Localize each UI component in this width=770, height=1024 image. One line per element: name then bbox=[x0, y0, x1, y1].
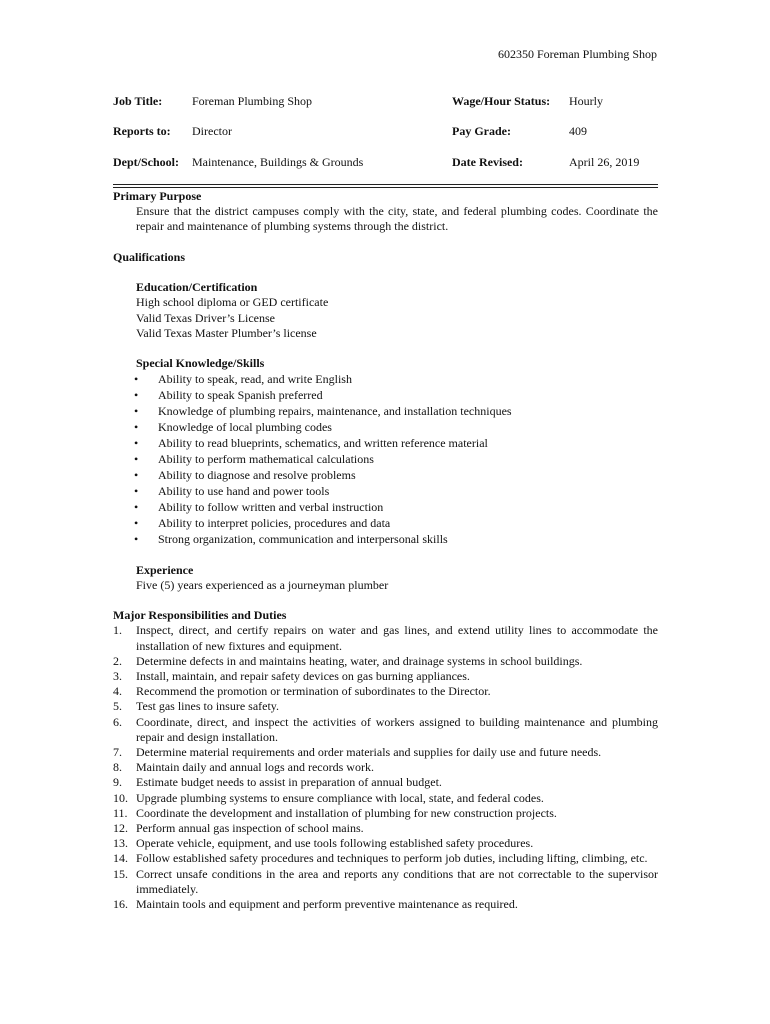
duty-item: 7. Determine material requirements and order materials and supplies for daily use and future needs. bbox=[113, 745, 602, 759]
experience-heading: Experience bbox=[136, 562, 194, 577]
skill-item: • Ability to perform mathematical calculations bbox=[134, 452, 374, 467]
skill-item: • Strong organization, communication and interpersonal skills bbox=[134, 532, 448, 547]
bullet-icon: • bbox=[134, 452, 139, 467]
date-revised-label: Date Revised: bbox=[452, 155, 523, 169]
duty-item: 10. Upgrade plumbing systems to ensure compliance with local, state, and federal codes. bbox=[113, 790, 544, 805]
skill-item: • Knowledge of plumbing repairs, maintenance, and installation techniques bbox=[134, 404, 512, 419]
duty-item: 12. Perform annual gas inspection of school mains. bbox=[113, 821, 364, 836]
skills-heading: Special Knowledge/Skills bbox=[136, 356, 265, 371]
duty-item: 6. Coordinate, direct, and inspect the activities of workers assigned to building maintenance and plumbing repair and design installation. bbox=[113, 714, 658, 744]
bullet-icon: • bbox=[134, 404, 139, 419]
duty-item: 2. Determine defects in and maintains heating, water, and drainage systems in school buildings. bbox=[113, 653, 583, 668]
duty-item: 9. Estimate budget needs to assist in preparation of annual budget. bbox=[113, 775, 442, 790]
skill-item: • Ability to speak Spanish preferred bbox=[134, 388, 323, 403]
wage-status-value: Hourly bbox=[569, 94, 603, 108]
skills-list bbox=[113, 371, 658, 547]
reports-to-label: Reports to: bbox=[113, 124, 171, 138]
duty-item: 1. Inspect, direct, and certify repairs on water and gas lines, and extend utility lines to accommodate the installation of new fixtures and equipment. bbox=[113, 623, 658, 653]
skill-item: • Ability to use hand and power tools bbox=[134, 484, 330, 499]
pay-grade-value: 409 bbox=[569, 124, 587, 138]
qualifications-heading: Qualifications bbox=[113, 249, 186, 264]
duty-item: 5. Test gas lines to insure safety. bbox=[113, 699, 280, 714]
dept-value: Maintenance, Buildings & Grounds bbox=[192, 155, 364, 169]
document-code: 602350 Foreman Plumbing Shop bbox=[497, 47, 657, 61]
duties-list bbox=[113, 623, 658, 912]
skills-section bbox=[136, 356, 658, 371]
job-title-value: Foreman Plumbing Shop bbox=[192, 94, 313, 108]
header-row-dept bbox=[113, 155, 658, 171]
education-section bbox=[136, 280, 658, 341]
experience-text: Five (5) years experienced as a journeyman plumber bbox=[136, 577, 389, 592]
bullet-icon: • bbox=[134, 388, 139, 403]
pay-grade-label: Pay Grade: bbox=[452, 124, 511, 138]
duty-item: 15. Correct unsafe conditions in the area and reports any conditions that are not correctable to the supervisor immediately. bbox=[113, 866, 658, 896]
date-revised-value: April 26, 2019 bbox=[569, 155, 640, 169]
duty-item: 13. Operate vehicle, equipment, and use tools following established safety procedures. bbox=[113, 836, 534, 851]
education-item: Valid Texas Master Plumber’s license bbox=[136, 325, 317, 340]
bullet-icon: • bbox=[134, 468, 139, 483]
skill-item: • Ability to diagnose and resolve problems bbox=[134, 468, 356, 483]
duty-item: 16. Maintain tools and equipment and perform preventive maintenance as required. bbox=[113, 897, 518, 912]
duty-item: 8. Maintain daily and annual logs and records work. bbox=[113, 760, 374, 775]
bullet-icon: • bbox=[134, 484, 139, 499]
education-heading: Education/Certification bbox=[136, 280, 258, 295]
primary-purpose-heading: Primary Purpose bbox=[113, 189, 202, 203]
bullet-icon: • bbox=[134, 500, 139, 515]
job-title-label: Job Title: bbox=[113, 94, 163, 108]
duty-item: 3. Install, maintain, and repair safety devices on gas burning appliances. bbox=[113, 668, 470, 683]
reports-to-value: Director bbox=[192, 124, 232, 138]
duty-item: 14. Follow established safety procedures and techniques to perform job duties, including lifting, climbing, etc. bbox=[113, 851, 648, 866]
education-item: Valid Texas Driver’s License bbox=[136, 310, 276, 325]
header-divider-top bbox=[113, 184, 658, 185]
header-divider-bottom bbox=[113, 187, 658, 188]
bullet-icon: • bbox=[134, 436, 139, 451]
duty-item: 11. Coordinate the development and installation of plumbing for new construction projects. bbox=[113, 805, 557, 820]
skill-item: • Ability to speak, read, and write English bbox=[134, 372, 352, 387]
header-row-job-title bbox=[113, 94, 658, 110]
wage-status-label: Wage/Hour Status: bbox=[452, 94, 551, 108]
document-body bbox=[113, 189, 658, 912]
skill-item: • Ability to read blueprints, schematics, and written reference material bbox=[134, 436, 488, 451]
skill-item: • Knowledge of local plumbing codes bbox=[134, 420, 332, 435]
skill-item: • Ability to follow written and verbal instruction bbox=[134, 500, 384, 515]
bullet-icon: • bbox=[134, 516, 139, 531]
primary-purpose-text: Ensure that the district campuses comply with the city, state, and federal plumbing codes. Coordinate the repair and maintenance of plumbing systems through the district. bbox=[136, 204, 658, 234]
duty-item: 4. Recommend the promotion or termination of subordinates to the Director. bbox=[113, 684, 491, 699]
dept-label: Dept/School: bbox=[113, 155, 179, 169]
education-item: High school diploma or GED certificate bbox=[136, 295, 329, 310]
duties-heading: Major Responsibilities and Duties bbox=[113, 608, 287, 623]
skill-item: • Ability to interpret policies, procedures and data bbox=[134, 516, 391, 531]
bullet-icon: • bbox=[134, 420, 139, 435]
bullet-icon: • bbox=[134, 532, 139, 547]
header-row-reports-to bbox=[113, 124, 658, 140]
bullet-icon: • bbox=[134, 372, 139, 387]
experience-section bbox=[136, 563, 658, 593]
